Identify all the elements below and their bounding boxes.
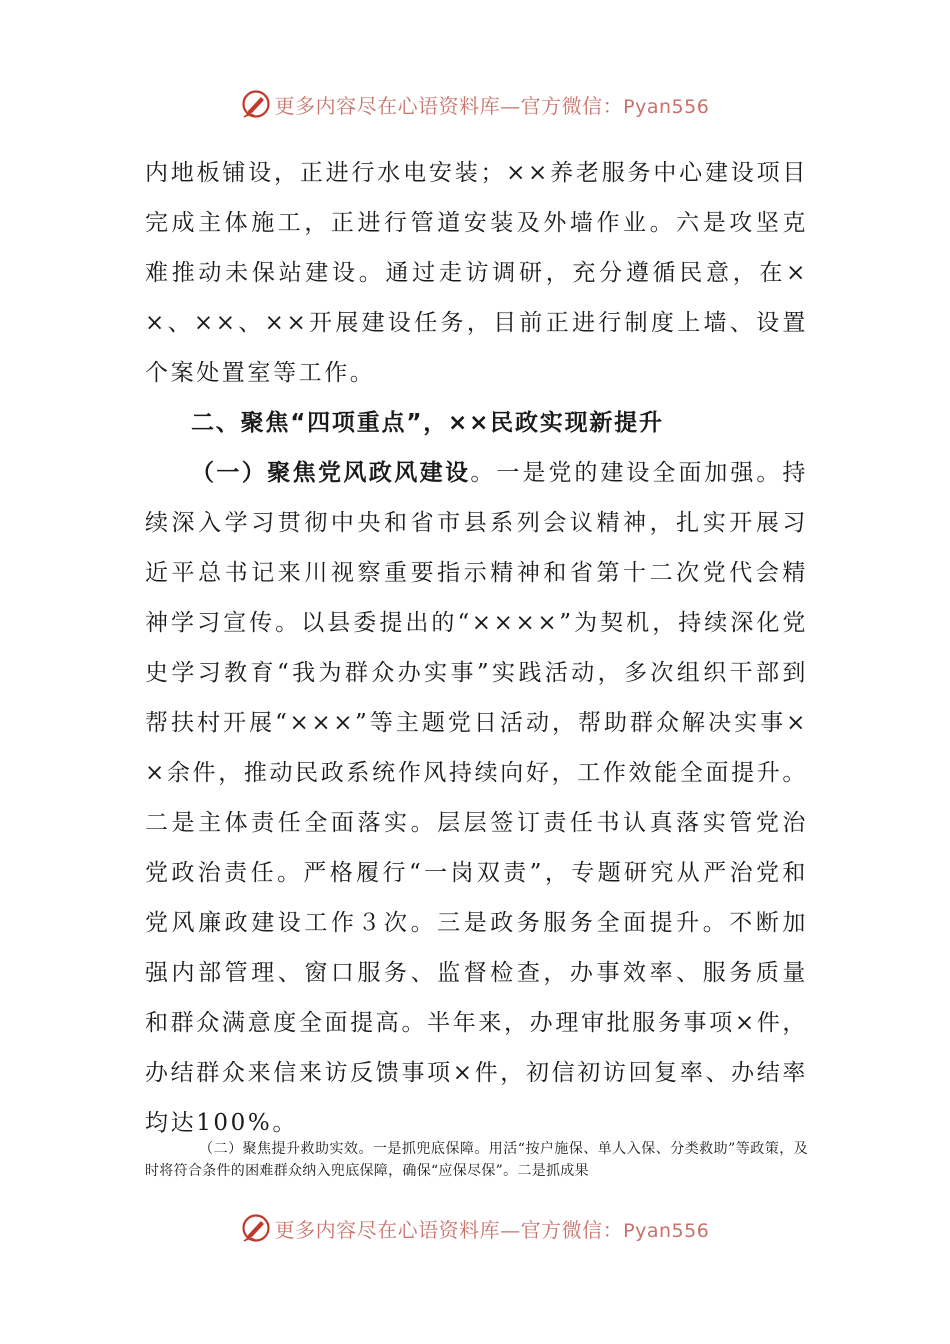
subsection-body: 。一是党的建设全面加强。持续深入学习贯彻中央和省市县系列会议精神，扎实开展习近平总书记来川视察重要指示精神和省第十二次党代会精神学习宣传。以县委提出的“××××”为契机，持续深化党史学习教育“我为群众办实事”实践活动，多次组织干部到帮扶村开展“×××”等主题党日活动，帮助群众解决实事××余件，推动民政系统作风持续向好，工作效能全面提升。二是主体责任全面落实。层层签订责任书认真落实管党治党政治责任。严格履行“一岗双责”，专题研究从严治党和党风廉政建设工作３次。三是政务服务全面提升。不断加强内部管理、窗口服务、监督检查，办事效率、服务质量和群众满意度全面提高。半年来，办理审批服务事项×件，办结群众来信来访反馈事项×件，初信初访回复率、办结率均达100%。 [145,460,808,1136]
paragraph [145,448,808,1148]
subsection-title: （一）聚焦党风政风建设 [191,460,471,486]
banner-text: 更多内容尽在心语资料库—官方微信：Pyan556 [274,93,710,118]
banner-text: 更多内容尽在心语资料库—官方微信：Pyan556 [274,1217,710,1242]
header-banner [0,84,950,124]
wechat-id: Pyan556 [623,95,710,118]
small-paragraph: （二）聚焦提升救助实效。一是抓兜底保障。用活“按户施保、单人入保、分类救助”等政策，及时将符合条件的困难群众纳入兜底保障，确保“应保尽保”。二是抓成果 [145,1141,808,1179]
paragraph: 内地板铺设，正进行水电安装；××养老服务中心建设项目完成主体施工，正进行管道安装及外墙作业。六是攻坚克难推动未保站建设。通过走访调研，充分遵循民意，在××、××、××开展建设任务，目前正进行制度上墙、设置个案处置室等工作。 [145,160,808,386]
pen-logo-icon [241,1213,271,1243]
document-body [145,148,808,1148]
pen-logo-icon [241,89,271,119]
footer-banner [0,1208,950,1248]
wechat-id: Pyan556 [623,1219,710,1242]
section-heading: 二、聚焦“四项重点”，××民政实现新提升 [191,410,664,436]
